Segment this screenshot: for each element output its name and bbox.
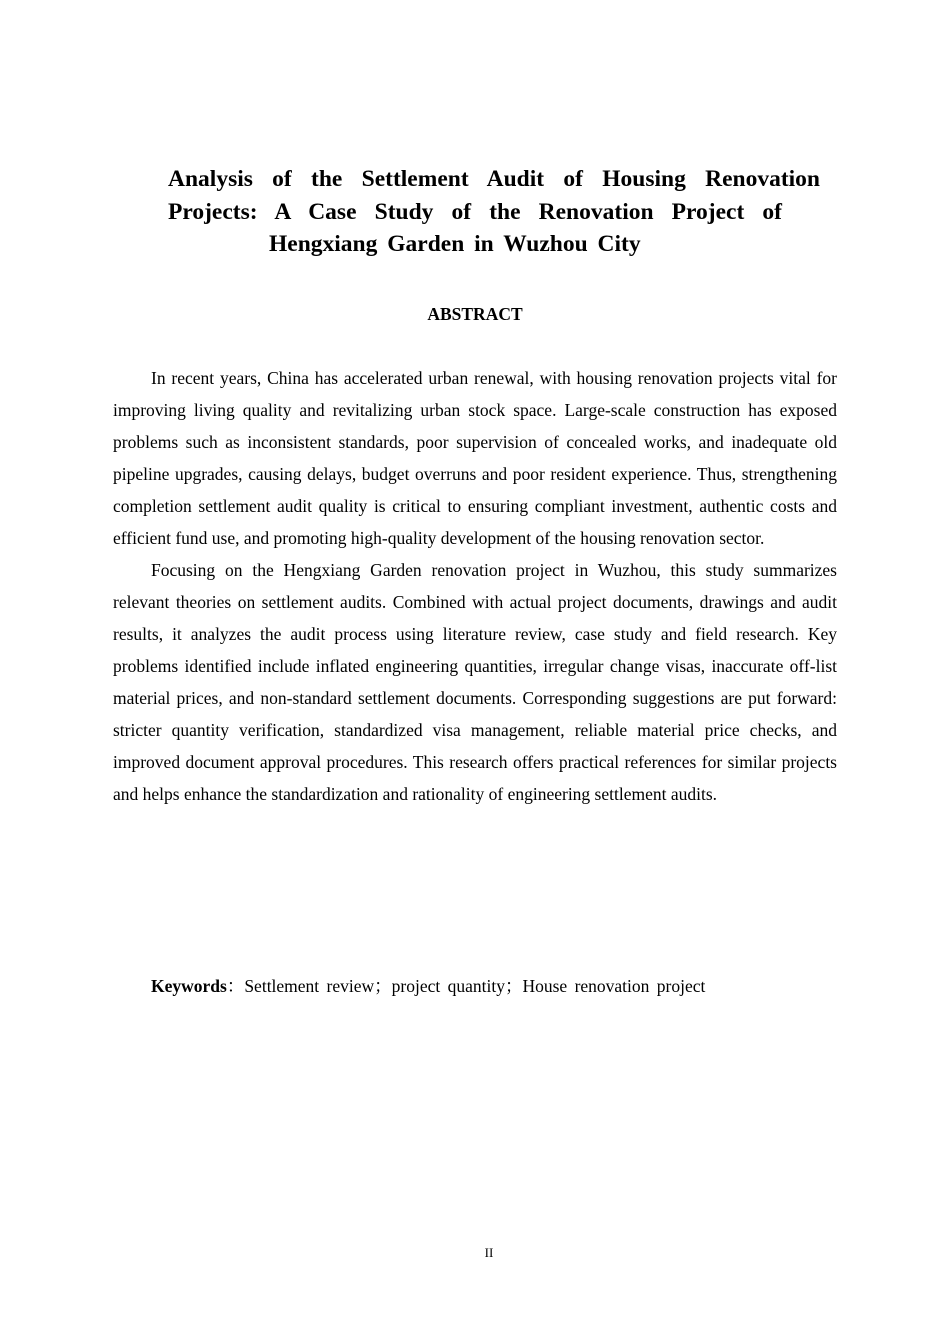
keywords-label: Keywords xyxy=(151,976,227,996)
title-line-2: Projects: A Case Study of the Renovation Project of xyxy=(168,198,782,225)
abstract-body xyxy=(113,362,837,810)
keywords-line xyxy=(151,970,705,1002)
abstract-paragraph-2: Focusing on the Hengxiang Garden renovation project in Wuzhou, this study summarizes relevant theories on settlement audits. Combined with actual project documents, drawings and audit results, it analyzes the audit process using literature review, case study and field research. Key problems identified include inflated engineering quantities, irregular change visas, inaccurate off-list material prices, and non-standard settlement documents. Corresponding suggestions are put forward: stricter quantity verification, standardized visa management, reliable material price checks, and improved document approval procedures. This research offers practical references for similar projects and helps enhance the standardization and rationality of engineering settlement audits. xyxy=(113,560,837,804)
keywords-text: Settlement review；project quantity；House renovation project xyxy=(244,976,706,996)
page-number: II xyxy=(484,1245,494,1260)
abstract-heading: ABSTRACT xyxy=(427,304,523,324)
title-line-1: Analysis of the Settlement Audit of Housing Renovation xyxy=(168,166,820,192)
keywords-separator: ： xyxy=(226,976,245,996)
title-line-3: Hengxiang Garden in Wuzhou City xyxy=(269,231,641,257)
abstract-paragraph-1: In recent years, China has accelerated urban renewal, with housing renovation projects vital for improving living quality and revitalizing urban stock space. Large-scale construction has exposed problems such as inconsistent standards, poor supervision of concealed works, and inadequate old pipeline upgrades, causing delays, budget overruns and poor resident experience. Thus, strengthening completion settlement audit quality is critical to ensuring compliant investment, authentic costs and efficient fund use, and promoting high-quality development of the housing renovation sector. xyxy=(113,368,837,548)
paper-title xyxy=(168,163,820,261)
